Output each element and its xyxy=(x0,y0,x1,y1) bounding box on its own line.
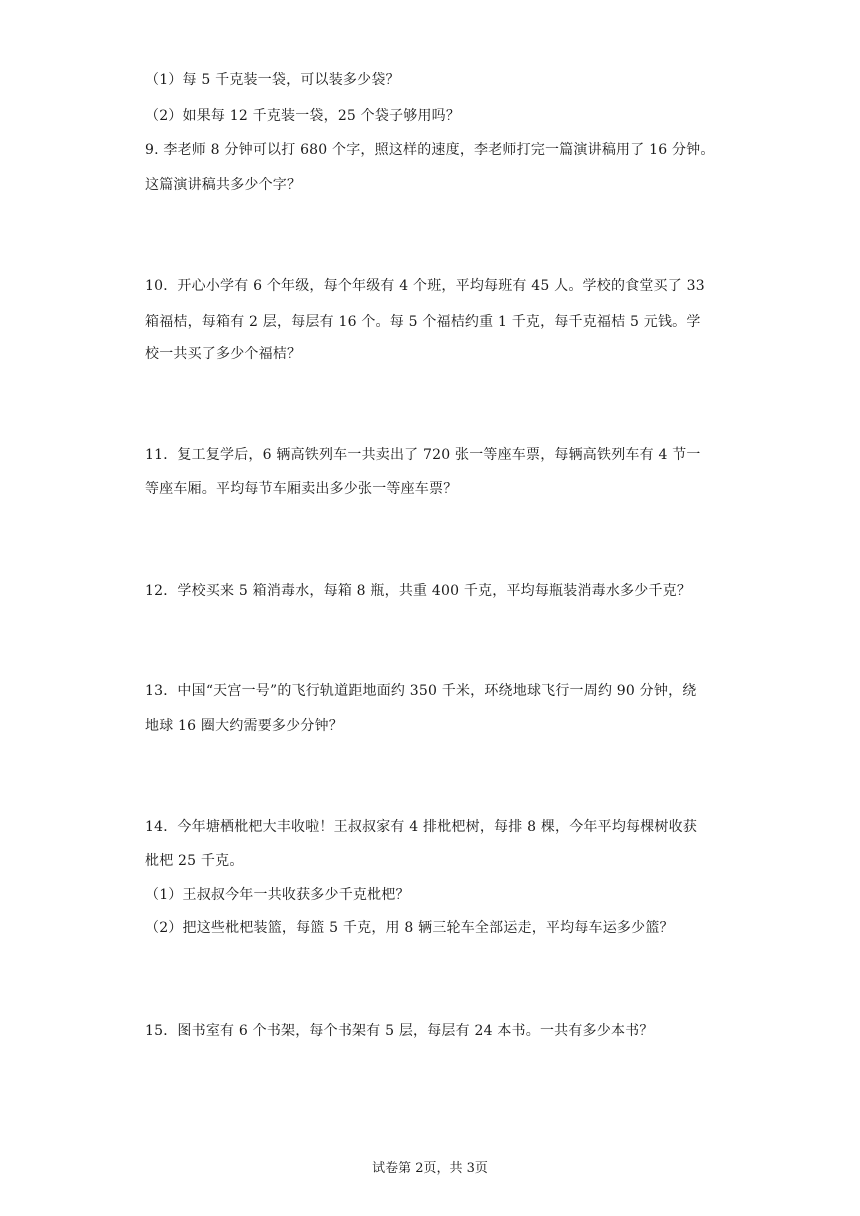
page-footer: 试卷第 2页，共 3页 xyxy=(372,1161,488,1176)
q8-sub-question-2: （2）如果每 12 千克装一袋，25 个袋子够用吗？ xyxy=(145,108,461,124)
question-12-line-1: 12．学校买来 5 箱消毒水，每箱 8 瓶，共重 400 千克，平均每瓶装消毒水多少千克？ xyxy=(145,583,692,599)
question-15-line-1: 15．图书室有 6 个书架，每个书架有 5 层，每层有 24 本书。一共有多少本书？ xyxy=(145,1023,654,1039)
question-13-line-1: 13．中国“天宫一号”的飞行轨道距地面约 350 千米，环绕地球飞行一周约 90 分钟，绕 xyxy=(145,683,697,699)
question-10-line-3: 校一共买了多少个福桔？ xyxy=(145,346,302,362)
question-11-line-2: 等座车厢。平均每节车厢卖出多少张一等座车票？ xyxy=(145,481,458,497)
question-10-line-1: 10．开心小学有 6 个年级，每个年级有 4 个班，平均每班有 45 人。学校的食堂买了 33 xyxy=(145,278,705,294)
q14-sub-question-1: （1）王叔叔今年一共收获多少千克枇杷？ xyxy=(145,887,410,903)
question-9-line-2: 这篇演讲稿共多少个字？ xyxy=(145,177,302,193)
question-11-line-1: 11．复工复学后，6 辆高铁列车一共卖出了 720 张一等座车票，每辆高铁列车有 4 节一 xyxy=(145,447,701,463)
question-9-line-1: 9. 李老师 8 分钟可以打 680 个字，照这样的速度，李老师打完一篇演讲稿用了 16 分钟。 xyxy=(145,142,715,158)
question-13-line-2: 地球 16 圈大约需要多少分钟？ xyxy=(145,718,343,734)
q8-sub-question-1: （1）每 5 千克装一袋，可以装多少袋？ xyxy=(145,72,400,88)
question-14-line-1: 14．今年塘栖枇杷大丰收啦！王叔叔家有 4 排枇杷树，每排 8 棵，今年平均每棵树收获 xyxy=(145,819,698,835)
question-10-line-2: 箱福桔，每箱有 2 层，每层有 16 个。每 5 个福桔约重 1 千克，每千克福桔 5 元钱。学 xyxy=(145,314,701,330)
question-14-line-2: 枇杷 25 千克。 xyxy=(145,853,244,869)
q14-sub-question-2: （2）把这些枇杷装篮，每篮 5 千克，用 8 辆三轮车全部运走，平均每车运多少篮？ xyxy=(145,920,674,936)
